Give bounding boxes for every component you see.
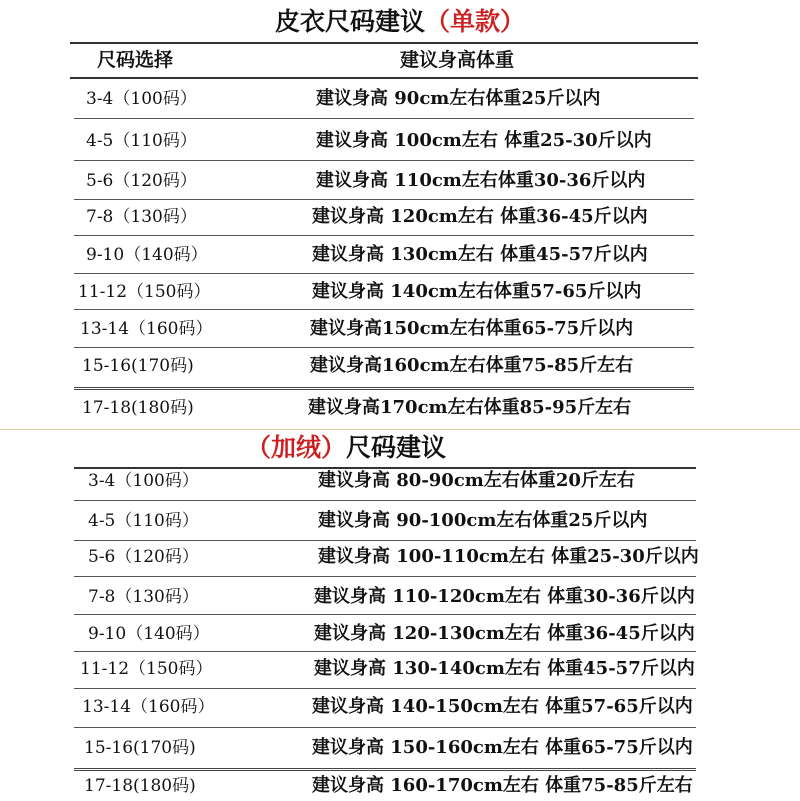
table-header <box>0 45 800 75</box>
size-cell: 7-8（130码） <box>88 587 199 607</box>
table-row <box>0 733 800 763</box>
advice-cell: 建议身高 140cm左右体重57-65斤以内 <box>312 281 642 302</box>
table-row <box>0 351 800 381</box>
size-cell: 7-8（130码） <box>86 207 197 227</box>
table-row <box>0 692 800 722</box>
section2-title-accent: （加绒） <box>246 433 347 462</box>
table-row <box>0 582 800 612</box>
table-row <box>0 166 800 196</box>
advice-cell: 建议身高 140-150cm左右 体重57-65斤以内 <box>312 696 693 717</box>
size-cell: 9-10（140码） <box>88 624 210 644</box>
size-cell: 4-5（110码） <box>88 511 199 531</box>
size-cell: 17-18(180码) <box>82 398 194 418</box>
advice-cell: 建议身高 110cm左右体重30-36斤以内 <box>316 170 646 191</box>
size-cell: 5-6（120码） <box>88 547 199 567</box>
advice-cell: 建议身高 160-170cm左右 体重75-85斤左右 <box>312 775 693 796</box>
table-row <box>0 654 800 684</box>
table-row <box>0 314 800 344</box>
row-rule <box>74 651 696 652</box>
row-rule <box>74 500 696 501</box>
size-cell: 15-16(170码) <box>84 738 196 758</box>
table-row <box>0 466 800 496</box>
size-cell: 11-12（150码） <box>78 282 211 302</box>
table-row <box>0 393 800 423</box>
advice-cell: 建议身高 150-160cm左右 体重65-75斤以内 <box>312 737 693 758</box>
table-row <box>0 84 800 114</box>
size-cell: 17-18(180码) <box>84 776 196 796</box>
row-rule <box>74 235 694 236</box>
row-rule <box>74 160 694 161</box>
size-cell: 5-6（120码） <box>86 171 197 191</box>
row-rule <box>74 540 696 541</box>
row-rule <box>74 309 694 310</box>
size-cell: 9-10（140码） <box>86 245 208 265</box>
row-rule <box>74 688 696 689</box>
advice-cell: 建议身高150cm左右体重65-75斤以内 <box>310 318 634 339</box>
advice-column-header: 建议身高体重 <box>400 49 515 71</box>
table-row <box>0 771 800 801</box>
table-row <box>0 506 800 536</box>
advice-cell: 建议身高 90-100cm左右体重25斤以内 <box>318 510 648 531</box>
table-row <box>0 542 800 572</box>
advice-cell: 建议身高160cm左右体重75-85斤左右 <box>310 355 634 376</box>
table-row <box>0 240 800 270</box>
advice-cell: 建议身高 120-130cm左右 体重36-45斤以内 <box>314 623 695 644</box>
advice-cell: 建议身高 80-90cm左右体重20斤左右 <box>318 470 635 491</box>
table-row <box>0 126 800 156</box>
size-column-header: 尺码选择 <box>97 49 174 71</box>
row-rule <box>74 387 694 390</box>
advice-cell: 建议身高 100cm左右 体重25-30斤以内 <box>316 130 652 151</box>
header-top-rule <box>70 42 698 44</box>
advice-cell: 建议身高 90cm左右体重25斤以内 <box>316 88 601 109</box>
size-cell: 13-14（160码） <box>82 697 215 717</box>
row-rule <box>74 273 694 274</box>
advice-cell: 建议身高 130-140cm左右 体重45-57斤以内 <box>314 658 695 679</box>
size-cell: 3-4（100码） <box>88 471 199 491</box>
row-rule <box>74 118 694 119</box>
row-rule <box>74 199 694 200</box>
advice-cell: 建议身高 110-120cm左右 体重30-36斤以内 <box>314 586 695 607</box>
size-cell: 4-5（110码） <box>86 131 197 151</box>
advice-cell: 建议身高 120cm左右 体重36-45斤以内 <box>312 206 648 227</box>
section-divider <box>0 429 800 430</box>
size-cell: 15-16(170码) <box>82 356 194 376</box>
size-cell: 3-4（100码） <box>86 89 197 109</box>
advice-cell: 建议身高170cm左右体重85-95斤左右 <box>308 397 632 418</box>
section1-title <box>0 6 800 38</box>
size-cell: 11-12（150码） <box>80 659 213 679</box>
row-rule <box>74 347 694 348</box>
row-rule <box>74 614 696 615</box>
row-rule <box>74 576 696 577</box>
table-row <box>0 619 800 649</box>
size-cell: 13-14（160码） <box>80 319 213 339</box>
section2-title-text: 尺码建议 <box>346 433 447 462</box>
advice-cell: 建议身高 100-110cm左右 体重25-30斤以内 <box>318 546 699 567</box>
table-row <box>0 277 800 307</box>
section1-title-accent: （单款） <box>425 7 526 36</box>
section1-title-text: 皮衣尺码建议 <box>274 7 425 36</box>
advice-cell: 建议身高 130cm左右 体重45-57斤以内 <box>312 244 648 265</box>
table-row <box>0 202 800 232</box>
header-bottom-rule <box>70 77 698 79</box>
row-rule <box>74 727 696 728</box>
